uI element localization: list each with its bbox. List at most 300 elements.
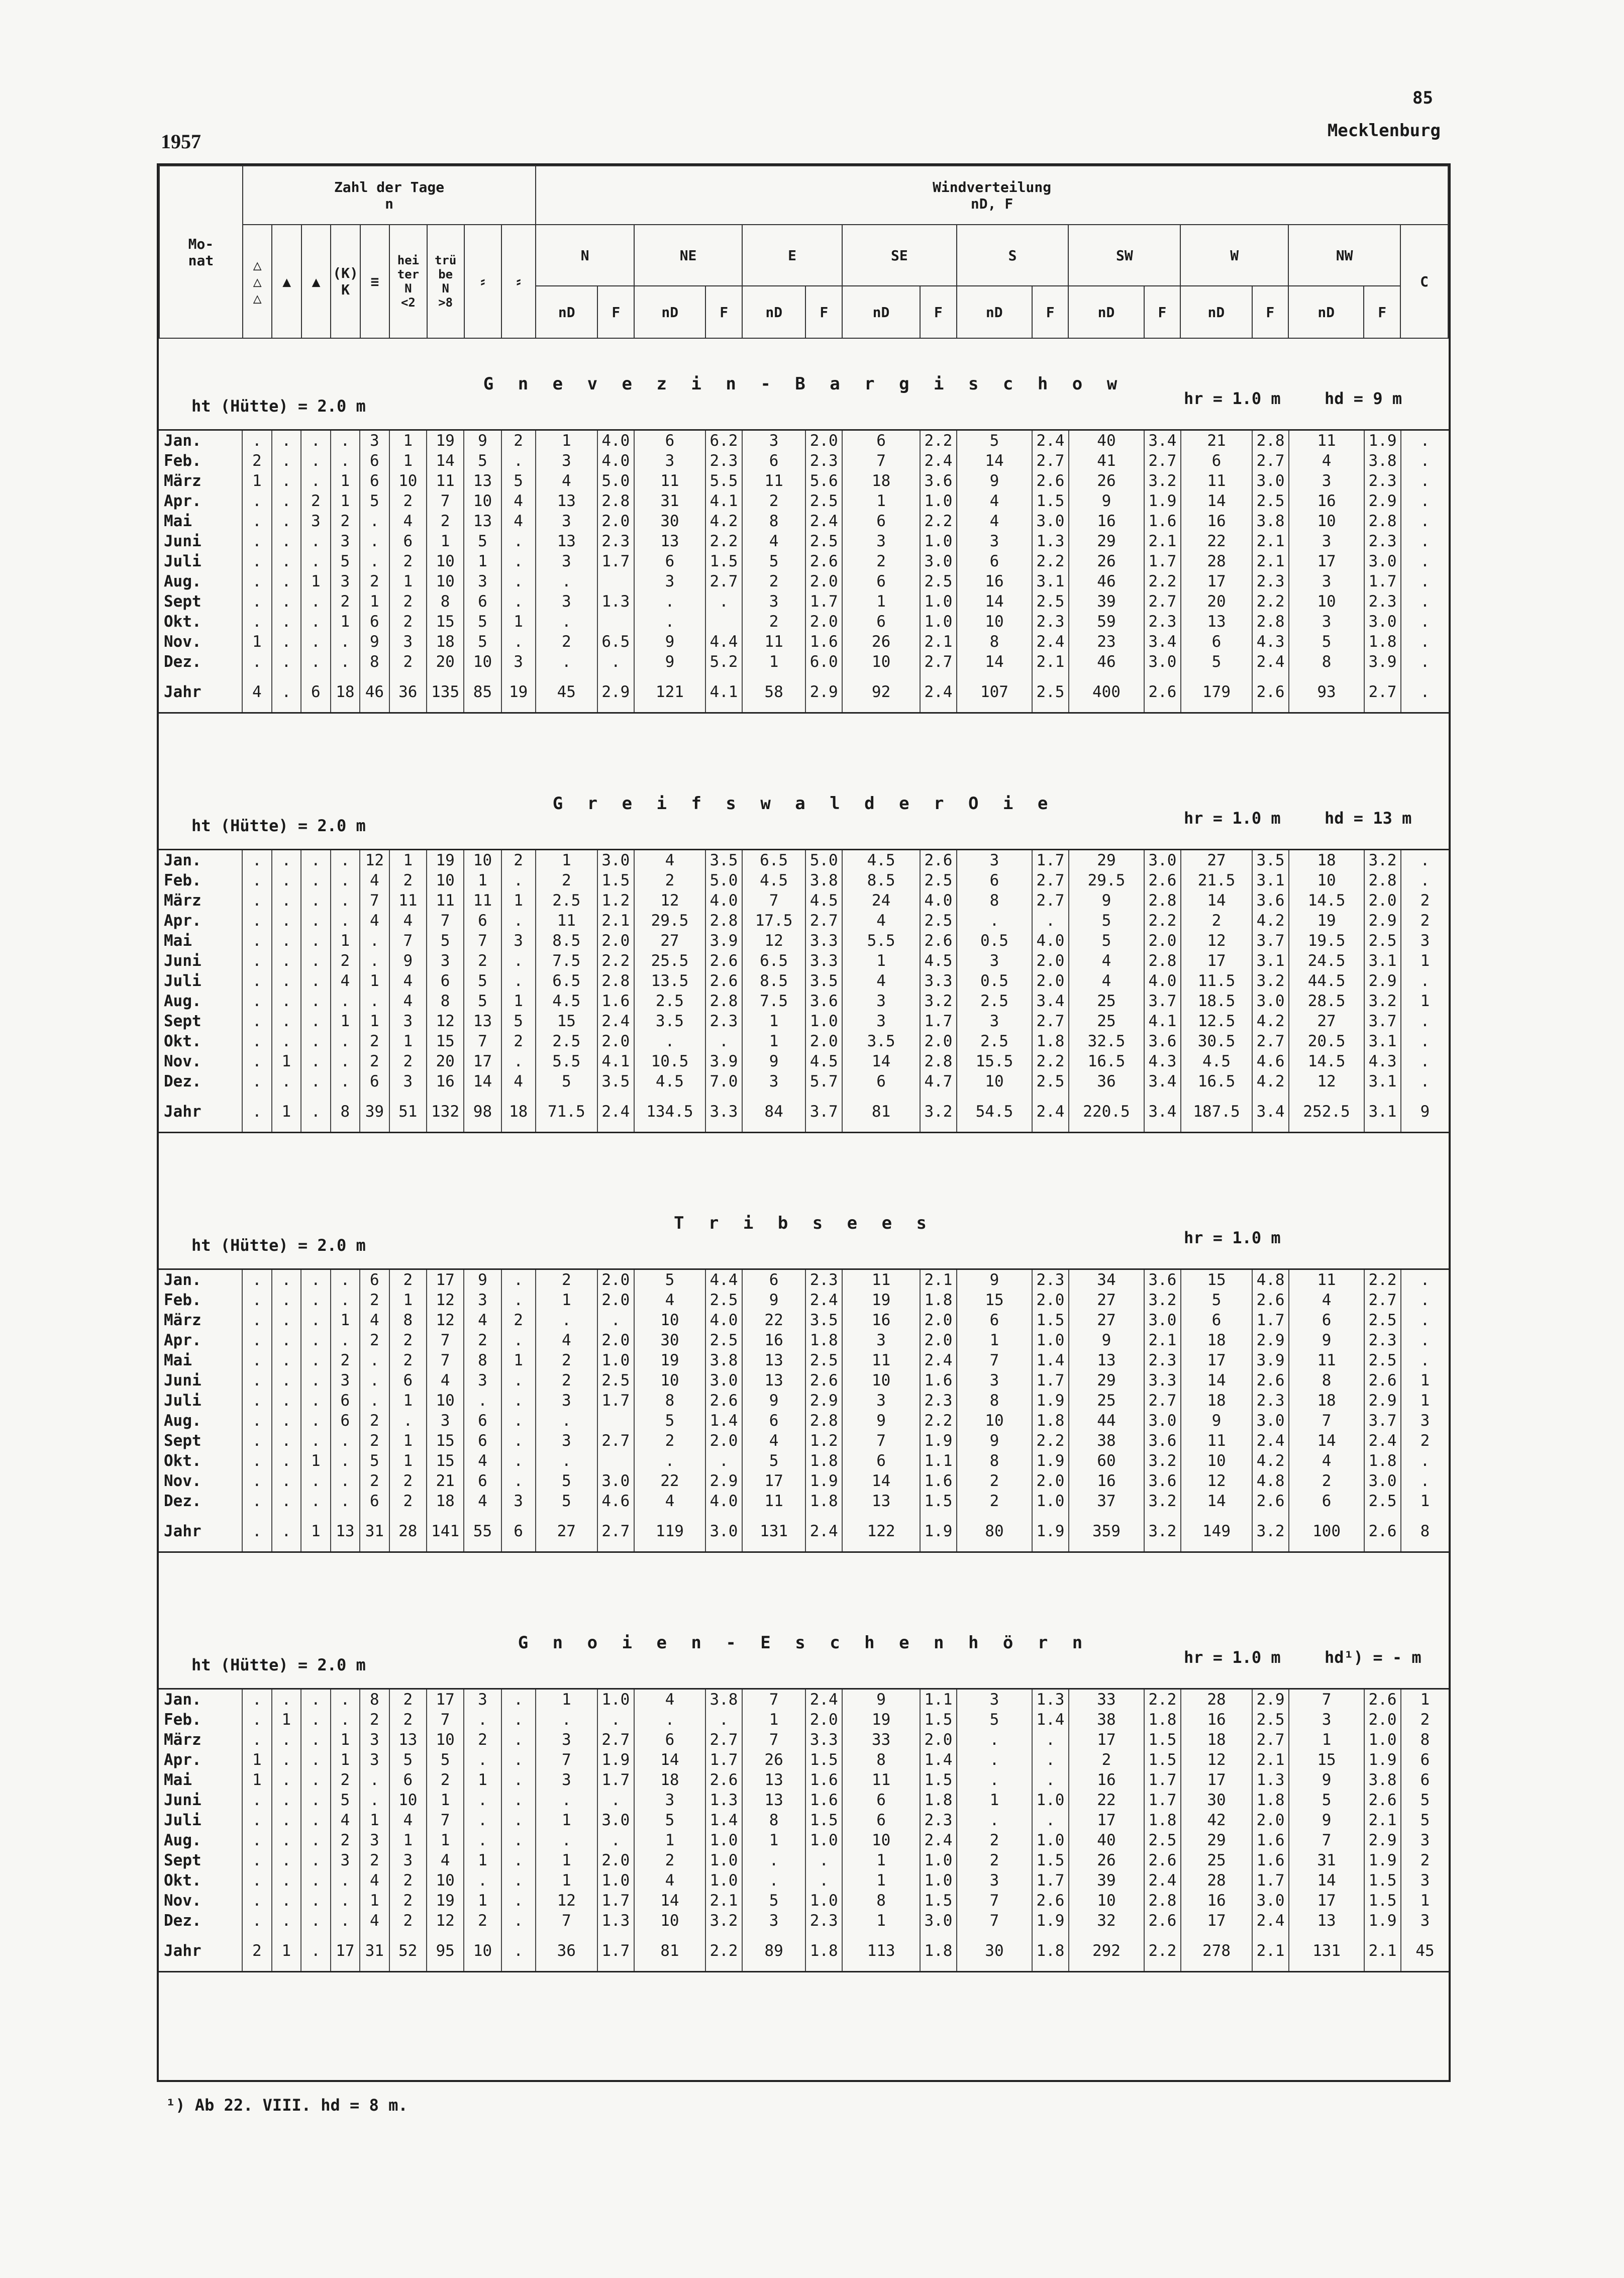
table-cell: 2.8 [1144, 1891, 1181, 1911]
table-cell: 1 [301, 571, 331, 591]
table-cell: 2 [360, 1411, 389, 1431]
row-label: Aug. [164, 992, 201, 1010]
table-cell: 2.3 [1144, 1350, 1181, 1370]
table-cell: 12 [427, 1911, 464, 1931]
table-cell: . [301, 1310, 331, 1330]
table-row [159, 531, 1449, 551]
table-cell: 27 [1289, 1011, 1364, 1031]
table-cell: 6 [842, 1790, 920, 1810]
table-cell: 2.5 [920, 571, 957, 591]
table-cell: 1 [464, 1770, 501, 1790]
row-label: Dez. [164, 653, 201, 671]
header-col-graupel: △ △ △ [243, 225, 272, 338]
table-cell: 1.4 [920, 1750, 957, 1770]
table-row [159, 951, 1449, 971]
table-cell: 5 [464, 531, 501, 551]
table-cell: 5 [389, 1750, 427, 1770]
table-cell: 2.5 [705, 1290, 742, 1310]
table-cell: 3.0 [920, 551, 957, 571]
table-cell: 13.5 [634, 971, 705, 991]
table-cell: 8 [464, 1350, 501, 1370]
table-cell: 3.5 [634, 1011, 705, 1031]
station-ht: ht (Hütte) = 2.0 m [191, 1655, 366, 1674]
table-cell: 1 [272, 1710, 301, 1730]
table-cell: 4.3 [1252, 632, 1289, 652]
table-cell: . [1401, 1350, 1449, 1370]
table-cell: 1.8 [920, 1931, 957, 1972]
table-cell: 3.4 [1144, 430, 1181, 451]
header-dir-se: SE [842, 225, 957, 286]
table-cell: 2.5 [1032, 1071, 1069, 1092]
row-label: März [164, 1731, 201, 1749]
table-cell: . [501, 451, 536, 471]
table-cell: 2 [501, 1310, 536, 1330]
table-cell: 2 [389, 1350, 427, 1370]
table-cell: 24 [842, 890, 920, 911]
table-cell: . [301, 1269, 331, 1291]
table-cell: 1.5 [1032, 1850, 1069, 1870]
table-cell: 2 [1401, 1431, 1449, 1451]
table-cell: 278 [1181, 1931, 1252, 1972]
table-cell: 29.5 [634, 911, 705, 931]
table-cell: 5 [1181, 1290, 1252, 1310]
table-cell: 3.3 [920, 971, 957, 991]
table-cell: 2.3 [705, 1011, 742, 1031]
table-cell: 14 [842, 1051, 920, 1071]
table-cell: 2.9 [1364, 1391, 1401, 1411]
table-cell: 3.6 [805, 991, 842, 1011]
table-cell: 93 [1289, 672, 1364, 713]
table-cell: 4 [536, 471, 597, 491]
table-cell: 2.3 [1144, 612, 1181, 632]
table-cell: 2.1 [1144, 1330, 1181, 1350]
table-cell: 3.4 [1252, 1092, 1289, 1133]
table-cell: 4 [464, 1310, 501, 1330]
table-cell: 2 [634, 1850, 705, 1870]
table-row [159, 591, 1449, 612]
table-cell: . [301, 870, 331, 890]
table-cell: 2.0 [1252, 1810, 1289, 1830]
table-cell: 3.2 [1144, 1290, 1181, 1310]
table-cell: 2.4 [805, 1290, 842, 1310]
row-label: Mai [164, 932, 192, 950]
station-data-table [159, 1268, 1449, 1553]
table-cell: 1 [742, 1011, 806, 1031]
table-cell: 2.4 [920, 1830, 957, 1850]
table-cell: . [464, 1870, 501, 1891]
table-cell: 2.3 [805, 451, 842, 471]
table-cell: . [331, 1071, 360, 1092]
table-cell: 2 [536, 1370, 597, 1391]
table-cell: 2.6 [1252, 1290, 1289, 1310]
table-cell: . [272, 1431, 301, 1451]
table-row [159, 1051, 1449, 1071]
table-cell: 11 [464, 890, 501, 911]
table-cell: 10 [1289, 591, 1364, 612]
table-cell: 1.5 [705, 551, 742, 571]
table-cell: . [360, 551, 389, 571]
table-cell: 5.5 [842, 931, 920, 951]
table-cell: 1.9 [1032, 1391, 1069, 1411]
table-cell: 2 [957, 1471, 1032, 1491]
table-cell: 4 [360, 870, 389, 890]
table-cell: 1.0 [920, 491, 957, 511]
table-cell: 2.6 [920, 931, 957, 951]
table-cell: 3 [742, 430, 806, 451]
table-cell: 3 [331, 571, 360, 591]
table-cell: 19 [842, 1710, 920, 1730]
table-cell: 3.8 [1252, 511, 1289, 531]
table-row [159, 931, 1449, 951]
table-cell: 2.5 [1252, 1710, 1289, 1730]
row-label: Feb. [164, 871, 201, 889]
table-cell: 4 [501, 1071, 536, 1092]
table-cell [597, 612, 634, 632]
table-cell: . [272, 1310, 301, 1330]
table-cell: 14 [634, 1891, 705, 1911]
table-cell: 1.8 [920, 1790, 957, 1810]
table-cell: 16 [1069, 511, 1144, 531]
table-cell: 7 [1289, 1689, 1364, 1710]
table-cell: 10 [634, 1370, 705, 1391]
table-cell: 2.2 [920, 1411, 957, 1431]
table-cell: . [1401, 591, 1449, 612]
table-cell: 5 [331, 551, 360, 571]
table-cell: 26 [1069, 551, 1144, 571]
table-cell: 1 [360, 1810, 389, 1830]
table-cell: . [242, 1730, 272, 1750]
table-cell: 0.5 [957, 971, 1032, 991]
table-cell: 1.7 [597, 1770, 634, 1790]
table-cell: . [331, 890, 360, 911]
table-cell: . [360, 1370, 389, 1391]
table-cell: 2.7 [1144, 591, 1181, 612]
table-row [159, 1790, 1449, 1810]
table-cell: 5 [634, 1269, 705, 1291]
table-cell: 1 [1401, 991, 1449, 1011]
table-cell: . [242, 890, 272, 911]
table-cell: 4.0 [597, 430, 634, 451]
station-block [159, 1178, 1449, 1595]
table-cell: 2.9 [597, 672, 634, 713]
table-cell: 33 [1069, 1689, 1144, 1710]
table-cell: 19 [427, 430, 464, 451]
table-cell: 2.2 [1364, 1269, 1401, 1291]
table-cell: 2.9 [705, 1471, 742, 1491]
table-cell: 15 [957, 1290, 1032, 1310]
table-cell: 2.6 [1252, 1370, 1289, 1391]
table-cell: 6 [742, 1269, 806, 1291]
header-col-tau: ⸗ [464, 225, 501, 338]
table-cell: 11 [1289, 430, 1364, 451]
row-label: Juni [164, 532, 201, 550]
table-cell: 2.7 [597, 1730, 634, 1750]
table-cell: 4 [742, 531, 806, 551]
table-cell: . [242, 1491, 272, 1511]
table-cell: 4.4 [705, 1269, 742, 1291]
table-cell: . [331, 1870, 360, 1891]
table-cell: 80 [957, 1511, 1032, 1552]
table-cell: 2 [389, 1911, 427, 1931]
table-cell: 3.8 [705, 1689, 742, 1710]
table-cell: 1 [331, 931, 360, 951]
table-cell: 100 [1289, 1511, 1364, 1552]
table-cell: 3.0 [1032, 511, 1069, 531]
table-cell: 2.9 [1364, 1830, 1401, 1850]
table-cell: 45 [536, 672, 597, 713]
table-cell: . [242, 1011, 272, 1031]
table-cell: 1 [842, 591, 920, 612]
table-cell: 1.7 [805, 591, 842, 612]
header-dir-e: E [742, 225, 842, 286]
row-label: Aug. [164, 572, 201, 590]
table-cell: 2 [1401, 1850, 1449, 1870]
table-cell: . [301, 1870, 331, 1891]
table-cell: . [272, 1770, 301, 1790]
table-cell: 1.0 [597, 1870, 634, 1891]
table-cell: 2.3 [920, 1810, 957, 1830]
table-cell: 11 [1289, 1350, 1364, 1370]
table-cell: . [1032, 911, 1069, 931]
row-label: Jan. [159, 1269, 242, 1291]
table-cell: 8 [957, 1451, 1032, 1471]
table-cell: 2.2 [1144, 911, 1181, 931]
table-cell: . [242, 1850, 272, 1870]
table-cell: 5 [427, 931, 464, 951]
header-col-hagel: ▲ [272, 225, 301, 338]
table-cell: 7 [957, 1891, 1032, 1911]
table-cell: 3.2 [1252, 1511, 1289, 1552]
table-cell: . [272, 672, 301, 713]
table-cell: . [331, 850, 360, 871]
table-cell: . [501, 1750, 536, 1770]
table-cell: 6 [360, 612, 389, 632]
table-cell: 2.1 [920, 1269, 957, 1291]
table-cell: 1 [1401, 1689, 1449, 1710]
table-cell: 7.5 [742, 991, 806, 1011]
table-cell: 1 [1401, 1491, 1449, 1511]
table-cell: 2.4 [1252, 1431, 1289, 1451]
table-cell: . [1401, 632, 1449, 652]
table-cell: 4 [389, 991, 427, 1011]
table-cell: 20.5 [1289, 1031, 1364, 1051]
table-cell: . [501, 1830, 536, 1850]
table-cell: 13 [742, 1770, 806, 1790]
table-cell: 28 [1181, 1689, 1252, 1710]
table-cell: 3.2 [1144, 1451, 1181, 1471]
table-cell: 6 [331, 1411, 360, 1431]
table-cell: 5 [464, 612, 501, 632]
table-cell: . [272, 430, 301, 451]
table-cell: 17.5 [742, 911, 806, 931]
table-cell: 5 [1181, 652, 1252, 672]
table-cell: 7 [464, 1031, 501, 1051]
table-cell: 11 [842, 1350, 920, 1370]
table-cell: 15 [536, 1011, 597, 1031]
table-cell: 2.5 [597, 1370, 634, 1391]
table-cell: 12 [634, 890, 705, 911]
table-cell: . [242, 1411, 272, 1431]
table-cell: 6 [1401, 1770, 1449, 1790]
table-cell: 2.2 [1032, 551, 1069, 571]
table-cell: 9 [389, 951, 427, 971]
table-cell: 9 [634, 632, 705, 652]
table-cell: 2.0 [920, 1730, 957, 1750]
table-cell: 1 [272, 1051, 301, 1071]
table-cell: 1.7 [597, 1891, 634, 1911]
table-row [159, 1330, 1449, 1350]
table-cell: 3.0 [1364, 612, 1401, 632]
table-cell: 2.5 [1364, 1491, 1401, 1511]
table-cell: 14 [957, 451, 1032, 471]
table-cell: 5 [464, 632, 501, 652]
table-cell: . [301, 1350, 331, 1370]
table-cell: 1 [360, 591, 389, 612]
table-cell: . [242, 991, 272, 1011]
table-cell: . [501, 1370, 536, 1391]
row-label: Nov. [164, 1472, 201, 1490]
table-cell: . [331, 652, 360, 672]
table-cell: . [301, 971, 331, 991]
table-cell: 2 [331, 1770, 360, 1790]
table-cell: 2.1 [597, 911, 634, 931]
table-cell: . [501, 1870, 536, 1891]
table-cell: 2.6 [1144, 870, 1181, 890]
table-cell: 1.8 [1032, 1931, 1069, 1972]
table-cell: 13 [1289, 1911, 1364, 1931]
table-cell: 1 [634, 1830, 705, 1850]
table-row [159, 1370, 1449, 1391]
table-row [159, 991, 1449, 1011]
table-cell: . [501, 971, 536, 991]
table-cell: . [331, 1891, 360, 1911]
table-cell: 3.0 [705, 1511, 742, 1552]
table-cell: 17 [1181, 571, 1252, 591]
table-cell: 7 [742, 1689, 806, 1710]
table-cell: 26 [842, 632, 920, 652]
table-cell: 2.5 [634, 991, 705, 1011]
header-calm: C [1400, 225, 1448, 338]
table-cell: 10 [427, 1391, 464, 1411]
table-cell: . [501, 551, 536, 571]
table-cell: 4 [501, 511, 536, 531]
table-cell: 5 [1289, 632, 1364, 652]
table-row [159, 971, 1449, 991]
table-cell: 3.0 [1364, 551, 1401, 571]
row-label: Aug. [164, 1412, 201, 1430]
table-cell: 1.9 [1032, 1911, 1069, 1931]
table-cell: . [242, 571, 272, 591]
table-cell: 2 [242, 1931, 272, 1972]
table-cell: 2.3 [1032, 1269, 1069, 1291]
table-cell: 2 [536, 1269, 597, 1291]
station-block [159, 339, 1449, 756]
table-cell: 5 [1289, 1790, 1364, 1810]
table-cell: 4.0 [597, 451, 634, 471]
table-cell: 2.5 [1364, 1310, 1401, 1330]
table-cell: . [360, 1350, 389, 1370]
table-cell: 2.7 [1144, 1391, 1181, 1411]
table-cell: 2 [464, 951, 501, 971]
table-cell: 6 [464, 1471, 501, 1491]
table-cell: 5 [427, 1750, 464, 1770]
table-cell: 27 [1069, 1290, 1144, 1310]
table-cell: 17 [1069, 1810, 1144, 1830]
table-cell: 18 [634, 1770, 705, 1790]
table-cell: . [272, 1790, 301, 1810]
table-cell: 3 [331, 531, 360, 551]
table-cell: 6.5 [597, 632, 634, 652]
table-cell: . [301, 951, 331, 971]
table-cell: 10 [1289, 511, 1364, 531]
table-cell: . [301, 451, 331, 471]
table-cell: . [242, 430, 272, 451]
table-cell: . [501, 1730, 536, 1750]
table-cell: 10 [957, 1411, 1032, 1431]
table-cell: 1.5 [920, 1891, 957, 1911]
table-cell: 1 [957, 1330, 1032, 1350]
table-cell: 10 [427, 1730, 464, 1750]
header-dir-n: N [536, 225, 634, 286]
table-cell: . [301, 1071, 331, 1092]
table-cell: 8 [1401, 1730, 1449, 1750]
table-cell: 8 [389, 1310, 427, 1330]
table-cell: 1 [301, 1511, 331, 1552]
table-cell: 2.7 [1252, 451, 1289, 471]
table-row [159, 911, 1449, 931]
table-cell: 1 [331, 1750, 360, 1770]
table-cell: . [597, 1710, 634, 1730]
table-cell: 16 [1181, 511, 1252, 531]
table-cell: . [301, 1330, 331, 1350]
table-cell: . [242, 971, 272, 991]
table-cell: . [1401, 451, 1449, 471]
table-cell: 3 [536, 1391, 597, 1411]
table-cell: 4.5 [842, 850, 920, 871]
table-cell: . [331, 1031, 360, 1051]
table-cell: . [331, 1451, 360, 1471]
table-cell: . [301, 1092, 331, 1133]
table-cell: 4 [464, 1491, 501, 1511]
table-cell: 2.9 [805, 1391, 842, 1411]
table-cell: . [957, 1810, 1032, 1830]
table-cell: . [272, 471, 301, 491]
table-cell: 71.5 [536, 1092, 597, 1133]
table-cell: 15 [1181, 1269, 1252, 1291]
table-cell: . [272, 971, 301, 991]
table-cell: 0.5 [957, 931, 1032, 951]
table-cell: . [1401, 1071, 1449, 1092]
row-label: Mai [164, 1771, 192, 1789]
table-cell: . [331, 1911, 360, 1931]
table-cell: . [272, 1870, 301, 1891]
table-cell: . [272, 1290, 301, 1310]
header-sub-nd: nD [1068, 286, 1144, 338]
table-cell: . [501, 1790, 536, 1810]
table-cell: 17 [1181, 1770, 1252, 1790]
table-cell: . [1032, 1750, 1069, 1770]
table-cell: 58 [742, 672, 806, 713]
table-cell: 6 [842, 612, 920, 632]
table-cell: 2.0 [1032, 951, 1069, 971]
table-cell: . [331, 1290, 360, 1310]
table-cell: 2.7 [1032, 1011, 1069, 1031]
table-cell: 1.9 [1032, 1451, 1069, 1471]
table-row [159, 571, 1449, 591]
table-cell: 2.8 [1364, 870, 1401, 890]
table-cell: 1.9 [1364, 1750, 1401, 1770]
table-cell: 84 [742, 1092, 806, 1133]
